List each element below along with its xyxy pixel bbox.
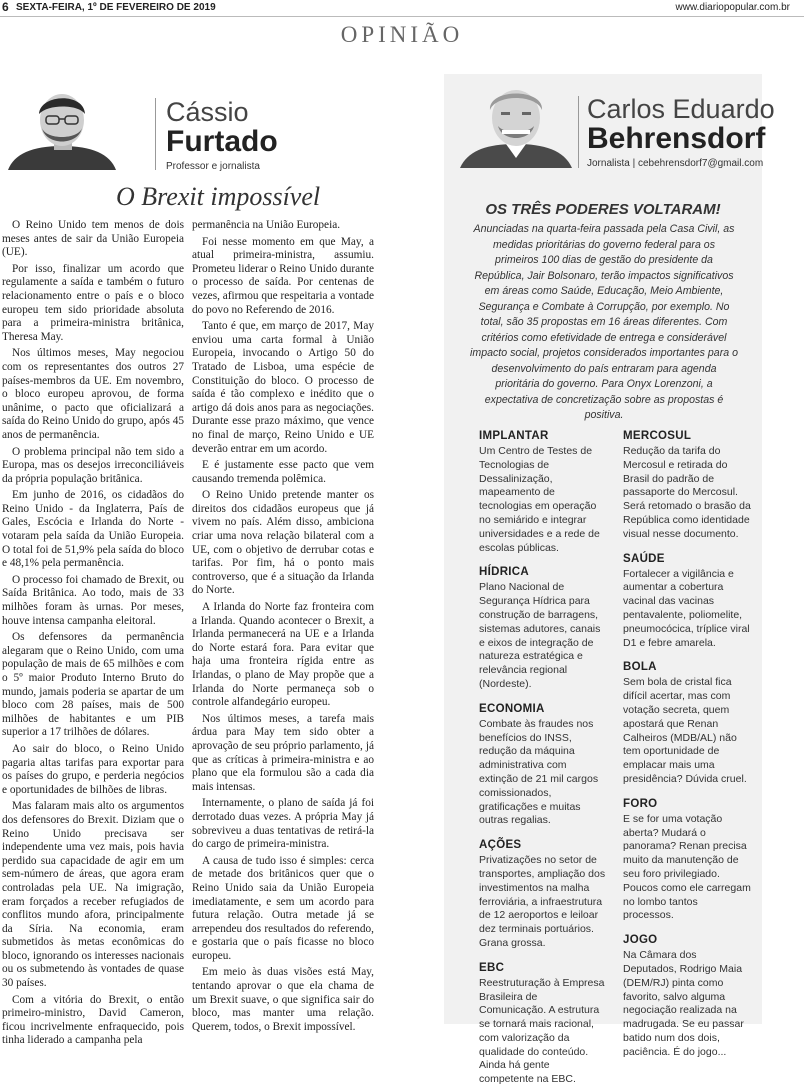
- paragraph: Tanto é que, em março de 2017, May enviou uma carta formal à União Europeia, invocando o Artigo 50 do Tratado de Lisboa, uma espécie de Constituição do bloco. O processo de saída é tão complexo e inédito que o artigo dá dois anos para as negociações. Durante esse prazo máximo, que vence no final de março, Reino Unido e UE deverão entrar em um acordo.: [192, 320, 374, 455]
- paragraph: A Irlanda do Norte faz fronteira com a Irlanda. Quando acontecer o Brexit, a Irlanda permanecerá na UE e a Irlanda do Norte estará fora. Para evitar que haja uma fronteira rígida entre as Irlandas, o plano de May propõe que a Irlanda do Norte permaneça sob o controle alfandegário europeu.: [192, 601, 374, 709]
- column-headline: OS TRÊS PODERES VOLTARAM!: [485, 201, 721, 218]
- column-intro: Anunciadas na quarta-feira passada pela Casa Civil, as medidas prioritárias do governo federal para os primeiros 100 dias de gestão do presidente da República, Jair Bolsonaro, terão impactos significativos em áreas como Saúde, Educação, Meio Ambiente, Segurança e Combate à Corrupção, por exemplo. No total, são 35 propostas em 16 áreas diferentes. Com critérios como efetividade de entrega e considerável impacto social, projetos considerados importantes para o desenvolvimento do país entraram para agenda prioritária do governo. Para Onyx Lorenzoni, a expectativa de concretização sobre as propostas é positiva.: [470, 223, 738, 421]
- paragraph: Nos últimos meses, May negociou com os representantes dos outros 27 países-membros da UE. Em novembro, o bloco europeu aprovou, de forma unânime, o pacto que oficializará a saída do Reino Unido do grupo, após 45 anos de permanência.: [2, 347, 184, 441]
- item-title: MERCOSUL: [623, 430, 692, 442]
- paragraph: Com a vitória do Brexit, o então primeiro-ministro, David Cameron, ficou incrivelmente enfraquecido, pois tinha liderado a campanha pela: [2, 993, 184, 1047]
- edition-date: SEXTA-FEIRA, 1º DE FEVEREIRO DE 2019: [16, 2, 216, 13]
- item-text: Redução da tarifa do Mercosul e retirada do Brasil do padrão de passaporte do Mercosul. Será retomado o brasão da República como identidade visual nesse documento.: [623, 445, 751, 540]
- item-title: FORO: [623, 797, 658, 810]
- item-title: SAÚDE: [623, 552, 665, 565]
- item-text: E se for uma votação aberta? Mudará o panorama? Renan precisa muito da manutenção de seu foro privilegiado. Poucos como ele carregam no lombo tantos processos.: [623, 812, 751, 922]
- column-item: [623, 430, 751, 542]
- item-title: AÇÕES: [479, 839, 522, 852]
- paragraph: O Reino Unido tem menos de dois meses antes de sair da União Europeia (UE).: [2, 219, 184, 259]
- author-photo-furtado: [8, 84, 116, 170]
- column-item: [623, 934, 751, 1059]
- column-item: [623, 798, 751, 923]
- paragraph: Ao sair do bloco, o Reino Unido pagaria altas tarifas para exportar para os países do grupo, e perderia negócios e oportunidades de bilhões de libras.: [2, 742, 184, 796]
- column-item: [479, 839, 607, 951]
- byline-behrensdorf: [587, 94, 775, 169]
- paragraph: O processo foi chamado de Brexit, ou Saída Britânica. Ao todo, mais de 33 milhões foram às urnas. Por meses, houve intensa campanha eleitoral.: [2, 573, 184, 627]
- paragraph: Internamente, o plano de saída já foi derrotado duas vezes. A própria May já sobreviveu a duas tentativas de retirá-la do cargo de primeira-ministra.: [192, 797, 374, 851]
- item-text: Um Centro de Testes de Tecnologias de Dessalinização, mapeamento de tecnologias em operação no semiárido e integrar universidades e a rede de escolas públicas.: [479, 445, 600, 554]
- item-title: ECONOMIA: [479, 702, 545, 715]
- paragraph: Em meio às duas visões está May, tentando aprovar o que ela chama de um Brexit suave, o que significa sair do bloco, mas manter uma relação. Querem, todos, o Brexit impossível.: [192, 966, 374, 1033]
- item-text: Na Câmara dos Deputados, Rodrigo Maia (DEM/RJ) pinta como favorito, salvo alguma negociação realizada na madrugada. Se eu passar batido num dos dois, paciência. É do jogo...: [623, 949, 744, 1058]
- top-bar: [0, 0, 804, 16]
- author-last-name: Furtado: [166, 125, 278, 158]
- column-items-left: [479, 430, 607, 1087]
- column-items-right: [623, 430, 751, 1059]
- article-headline: O Brexit impossível: [116, 182, 321, 211]
- item-text: Privatizações no setor de transportes, ampliação dos investimentos na malha ferroviária, a infraestrutura de 12 aeroportos e leiloar dez terminais portuários. Grana grossa.: [479, 854, 606, 949]
- paragraph: Em junho de 2016, os cidadãos do Reino Unido - da Inglaterra, País de Gales, Escócia e Irlanda do Norte - votaram pela saída da União Europeia. O total foi de 51,9% pela saída do bloco e 48,1% pela permanência.: [2, 489, 184, 570]
- item-text: Fortalecer a vigilância e aumentar a cobertura vacinal das vacinas pentavalente, poliomelite, pneumocócica, tríplice viral D1 e febre amarela.: [623, 567, 750, 649]
- item-text: Reestruturação à Empresa Brasileira de Comunicação. A estrutura se tornará mais racional, com valorização da qualidade do conteúdo. Ainda há gente competente na EBC.: [479, 976, 605, 1086]
- page-number: 6: [2, 0, 9, 14]
- item-text: Plano Nacional de Segurança Hídrica para construção de barragens, sistemas adutores, canais e eixos de integração de natureza estratégica e relevância regional (Nordeste).: [479, 581, 601, 690]
- column-item: [479, 566, 607, 691]
- author-portrait-icon: [8, 84, 116, 170]
- paragraph: Mas falaram mais alto os argumentos dos defensores do Brexit. Diziam que o Reino Unido precisava ser independente uma vez mais, pois havia perdido sua capacidade de agir em um sem-número de áreas, que agora eram controladas pela UE. Na imigração, eram forçados a receber refugiados de conflitos mundo afora, principalmente da Síria. Na economia, eram submetidos às metas econômicas do bloco, ignorando os interesses nacionais ou os submetendo às vontades de quase 30 países.: [2, 800, 184, 990]
- paragraph: Foi nesse momento em que May, a atual primeira-ministra, assumiu. Prometeu liderar o Reino Unido durante o processo de saída. Por centenas de vezes, afirmou que respeitaria a vontade do povo no Referendo de 2016.: [192, 235, 374, 316]
- author-photo-behrensdorf: [458, 80, 574, 168]
- paragraph: A causa de tudo isso é simples: cerca de metade dos britânicos quer que o Reino Unido saia da União Europeia imediatamente, e sem um acordo para futura relação. Outra metade já se arrependeu dos resultados do referendo, e gostaria que o país ficasse no bloco europeu.: [192, 854, 374, 962]
- item-title: BOLA: [623, 661, 657, 674]
- item-title: JOGO: [623, 934, 658, 947]
- paragraph: Por isso, finalizar um acordo que regulamente a saída e também o futuro relacionamento entre o país e o bloco europeu tem sido prioridade absoluta para a primeira-ministra britânica, Theresa May.: [2, 262, 184, 343]
- author-last-name: Behrensdorf: [587, 122, 766, 155]
- item-title: IMPLANTAR: [479, 430, 549, 442]
- item-text: Sem bola de cristal fica difícil acertar, mas com votação secreta, quem apostará que Renan Calheiros (MDB/AL) não tem oportunidade de emplacar mais uma presidência? Dúvida cruel.: [623, 676, 747, 785]
- column-item: [479, 703, 607, 828]
- article-column-1: [2, 219, 184, 1047]
- author-first-name: Carlos Eduardo: [587, 94, 775, 124]
- column-item: [479, 962, 607, 1087]
- byline-rule-left: [155, 98, 156, 170]
- author-credential: Jornalista | cebehrensdorf7@gmail.com: [587, 158, 764, 169]
- section-title: OPINIÃO: [340, 22, 464, 47]
- paragraph: O problema principal não tem sido a Europa, mas os desejos irreconciliáveis da própria população britânica.: [2, 445, 184, 485]
- column-item: [623, 661, 751, 786]
- paragraph: E é justamente esse pacto que vem causando tremenda polêmica.: [192, 459, 374, 485]
- item-title: HÍDRICA: [479, 566, 530, 579]
- paragraph: O Reino Unido pretende manter os direitos dos cidadãos europeus que já vivem no país. Além disso, ambiciona criar uma nova relação bilateral com a UE, com o objetivo de derrubar cotas e tarifas. Por fim, há o ponto mais controverso, que é a situação da Irlanda do Norte.: [192, 489, 374, 597]
- column-item: [623, 553, 751, 651]
- byline-rule-right: [578, 96, 579, 168]
- item-title: EBC: [479, 961, 505, 974]
- paragraph: permanência na União Europeia.: [192, 219, 341, 231]
- byline-furtado: [166, 97, 278, 172]
- column-item: [479, 430, 607, 555]
- author-credential: Professor e jornalista: [166, 161, 260, 172]
- author-first-name: Cássio: [166, 97, 249, 127]
- top-divider: [0, 16, 804, 17]
- article-column-2: [192, 219, 374, 1033]
- paragraph: Os defensores da permanência alegaram que o Reino Unido, com uma população de mais de 65 milhões e com o 5º maior Produto Interno Bruto do mundo, jamais poderia se apartar de um bloco com 28 países, mais de 500 milhões de habitantes e um PIB superior a 17 trilhões de dólares.: [2, 631, 184, 739]
- author-portrait-icon: [458, 80, 574, 168]
- site-url[interactable]: www.diariopopular.com.br: [675, 2, 790, 13]
- item-text: Combate às fraudes nos benefícios do INSS, redução da máquina administrativa com extinção de 21 mil cargos comissionados, gratificações e muitas outras regalias.: [479, 717, 599, 827]
- paragraph: Nos últimos meses, a tarefa mais árdua para May tem sido obter a aprovação de seu próprio parlamento, já que as críticas à primeira-ministra e ao plano que ela formulou são a cada dia mais intensas.: [192, 712, 374, 793]
